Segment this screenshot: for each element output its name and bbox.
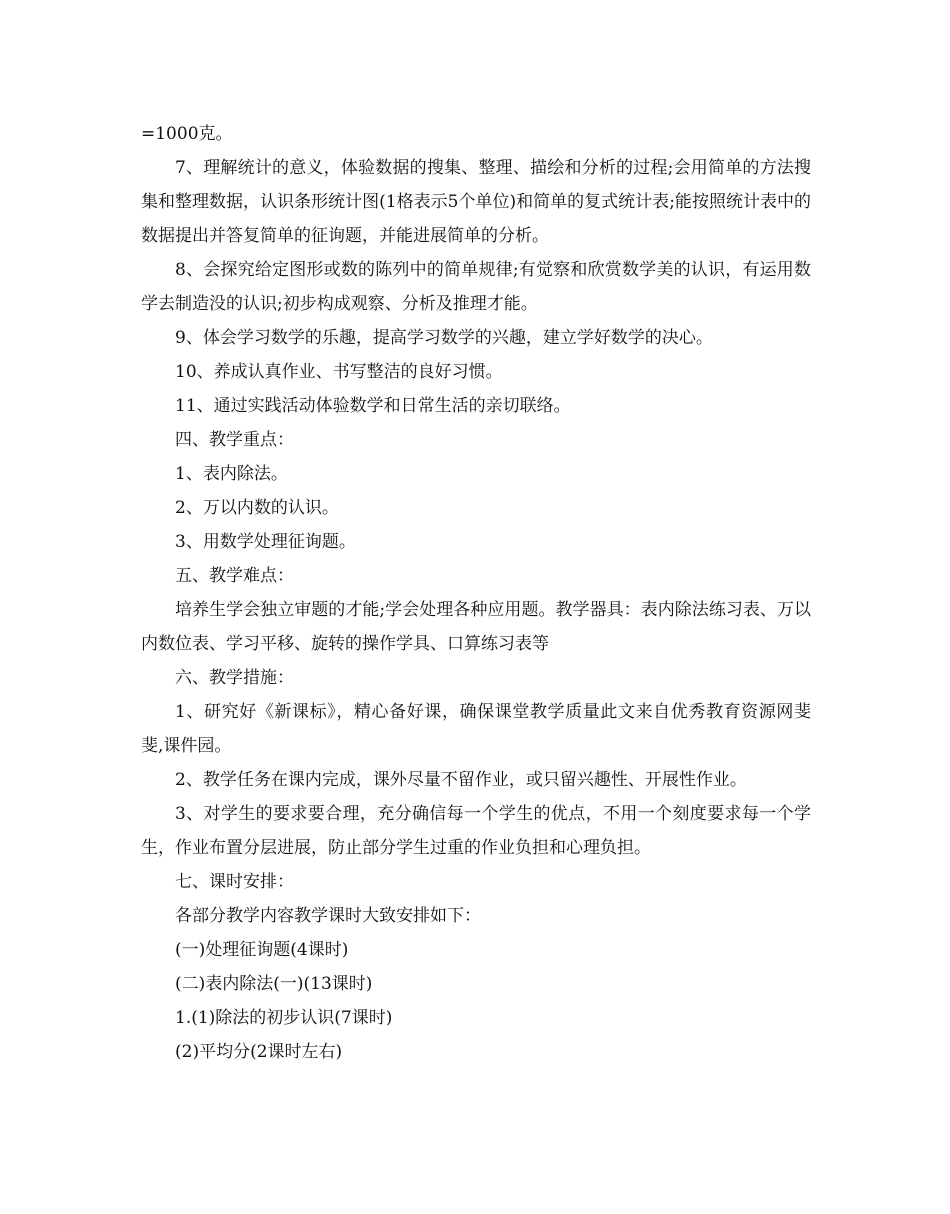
paragraph-4: 9、体会学习数学的乐趣，提高学习数学的兴趣，建立学好数学的决心。: [175, 328, 713, 348]
paragraph-5: 10、养成认真作业、书写整洁的良好习惯。: [175, 362, 503, 382]
paragraph-20: (二)表内除法(一)(13课时): [175, 974, 373, 994]
paragraph-2: 7、理解统计的意义，体验数据的搜集、整理、描绘和分析的过程;会用简单的方法搜集和整理数据，认识条形统计图(1格表示5个单位)和简单的复式统计表;能按照统计表中的数据提出并答复简单的征询题，并能进展简单的分析。: [141, 158, 811, 246]
paragraph-15: 2、教学任务在课内完成，课外尽量不留作业，或只留兴趣性、开展性作业。: [175, 770, 747, 790]
paragraph-18: 各部分教学内容教学课时大致安排如下：: [175, 906, 481, 926]
document-body: [141, 117, 811, 1069]
section-heading-5: 五、教学难点：: [175, 566, 294, 586]
section-heading-4: 四、教学重点：: [175, 430, 294, 450]
section-heading-7: 七、课时安排：: [175, 872, 294, 892]
section-heading-6: 六、教学措施：: [175, 668, 294, 688]
paragraph-21: 1.(1)除法的初步认识(7课时): [175, 1008, 393, 1028]
paragraph-22: (2)平均分(2课时左右): [175, 1042, 343, 1062]
paragraph-10: 3、用数学处理征询题。: [175, 532, 356, 552]
paragraph-16: 3、对学生的要求要合理，充分确信每一个学生的优点，不用一个刻度要求每一个学生，作业布置分层进展，防止部分学生过重的作业负担和心理负担。: [141, 804, 811, 858]
paragraph-3: 8、会探究给定图形或数的陈列中的简单规律;有觉察和欣赏数学美的认识，有运用数学去制造没的认识;初步构成观察、分析及推理才能。: [141, 260, 811, 314]
paragraph-6: 11、通过实践活动体验数学和日常生活的亲切联络。: [175, 396, 571, 416]
paragraph-1: =1000克。: [141, 124, 233, 144]
paragraph-12: 培养生学会独立审题的才能;学会处理各种应用题。教学器具：表内除法练习表、万以内数位表、学习平移、旋转的操作学具、口算练习表等: [141, 600, 811, 654]
paragraph-9: 2、万以内数的认识。: [175, 498, 339, 518]
paragraph-14: 1、研究好《新课标》，精心备好课，确保课堂教学质量此文来自优秀教育资源网斐斐,课件园。: [141, 702, 811, 756]
paragraph-8: 1、表内除法。: [175, 464, 288, 484]
paragraph-19: (一)处理征询题(4课时): [175, 940, 349, 960]
